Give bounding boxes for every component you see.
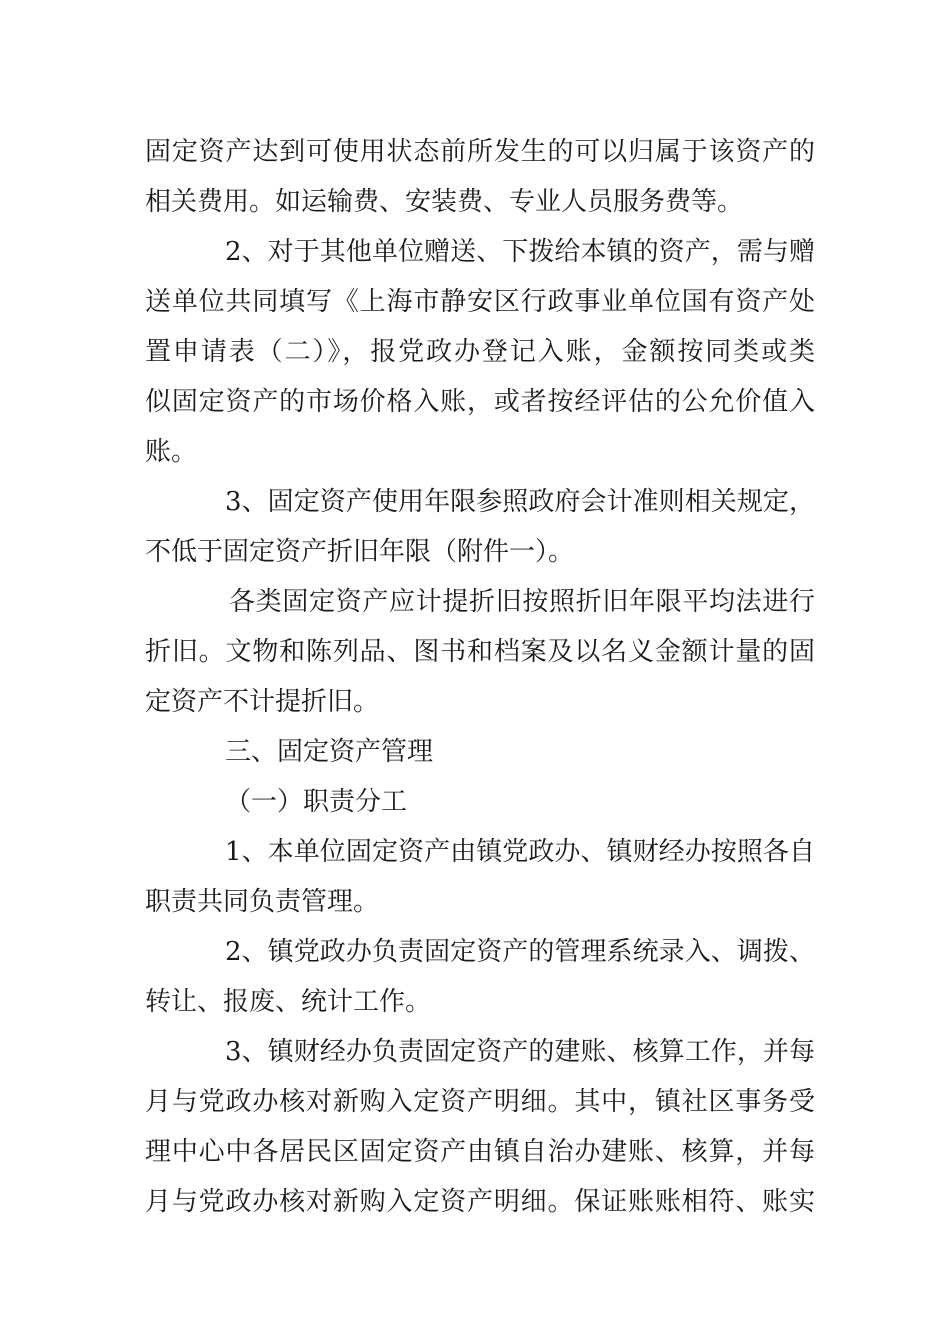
text-line: 似固定资产的市场价格入账，或者按经评估的公允价值入: [145, 387, 815, 417]
text-line: 3、镇财经办负责固定资产的建账、核算工作，并每: [225, 1037, 815, 1067]
text-line: 职责共同负责管理。: [145, 887, 380, 917]
text-line: 2、对于其他单位赠送、下拨给本镇的资产，需与赠: [225, 237, 815, 267]
text-line: 3、固定资产使用年限参照政府会计准则相关规定，: [225, 487, 815, 517]
text-line: 固定资产达到可使用状态前所发生的可以归属于该资产的: [145, 137, 815, 167]
text-line: 2、镇党政办负责固定资产的管理系统录入、调拨、: [225, 937, 815, 967]
subsection-heading: （一）职责分工: [225, 787, 408, 817]
text-line: 转让、报废、统计工作。: [145, 987, 432, 1017]
text-line: 送单位共同填写《上海市静安区行政事业单位国有资产处: [145, 287, 815, 317]
text-line: 不低于固定资产折旧年限（附件一）。: [145, 537, 575, 567]
text-line: 月与党政办核对新购入定资产明细。保证账账相符、账实: [145, 1187, 815, 1217]
text-line: 理中心中各居民区固定资产由镇自治办建账、核算，并每: [145, 1137, 815, 1167]
text-line: 1、本单位固定资产由镇党政办、镇财经办按照各自: [225, 837, 815, 867]
text-line: 置申请表（二）》，报党政办登记入账，金额按同类或类: [145, 337, 815, 367]
text-line: 折旧。文物和陈列品、图书和档案及以名义金额计量的固: [145, 637, 815, 667]
text-line: 各类固定资产应计提折旧按照折旧年限平均法进行: [229, 587, 815, 617]
text-line: 月与党政办核对新购入定资产明细。其中，镇社区事务受: [145, 1087, 815, 1117]
section-heading: 三、固定资产管理: [225, 737, 434, 767]
text-line: 账。: [145, 437, 198, 467]
text-line: 定资产不计提折旧。: [145, 687, 380, 717]
text-line: 相关费用。如运输费、安装费、专业人员服务费等。: [145, 187, 744, 217]
